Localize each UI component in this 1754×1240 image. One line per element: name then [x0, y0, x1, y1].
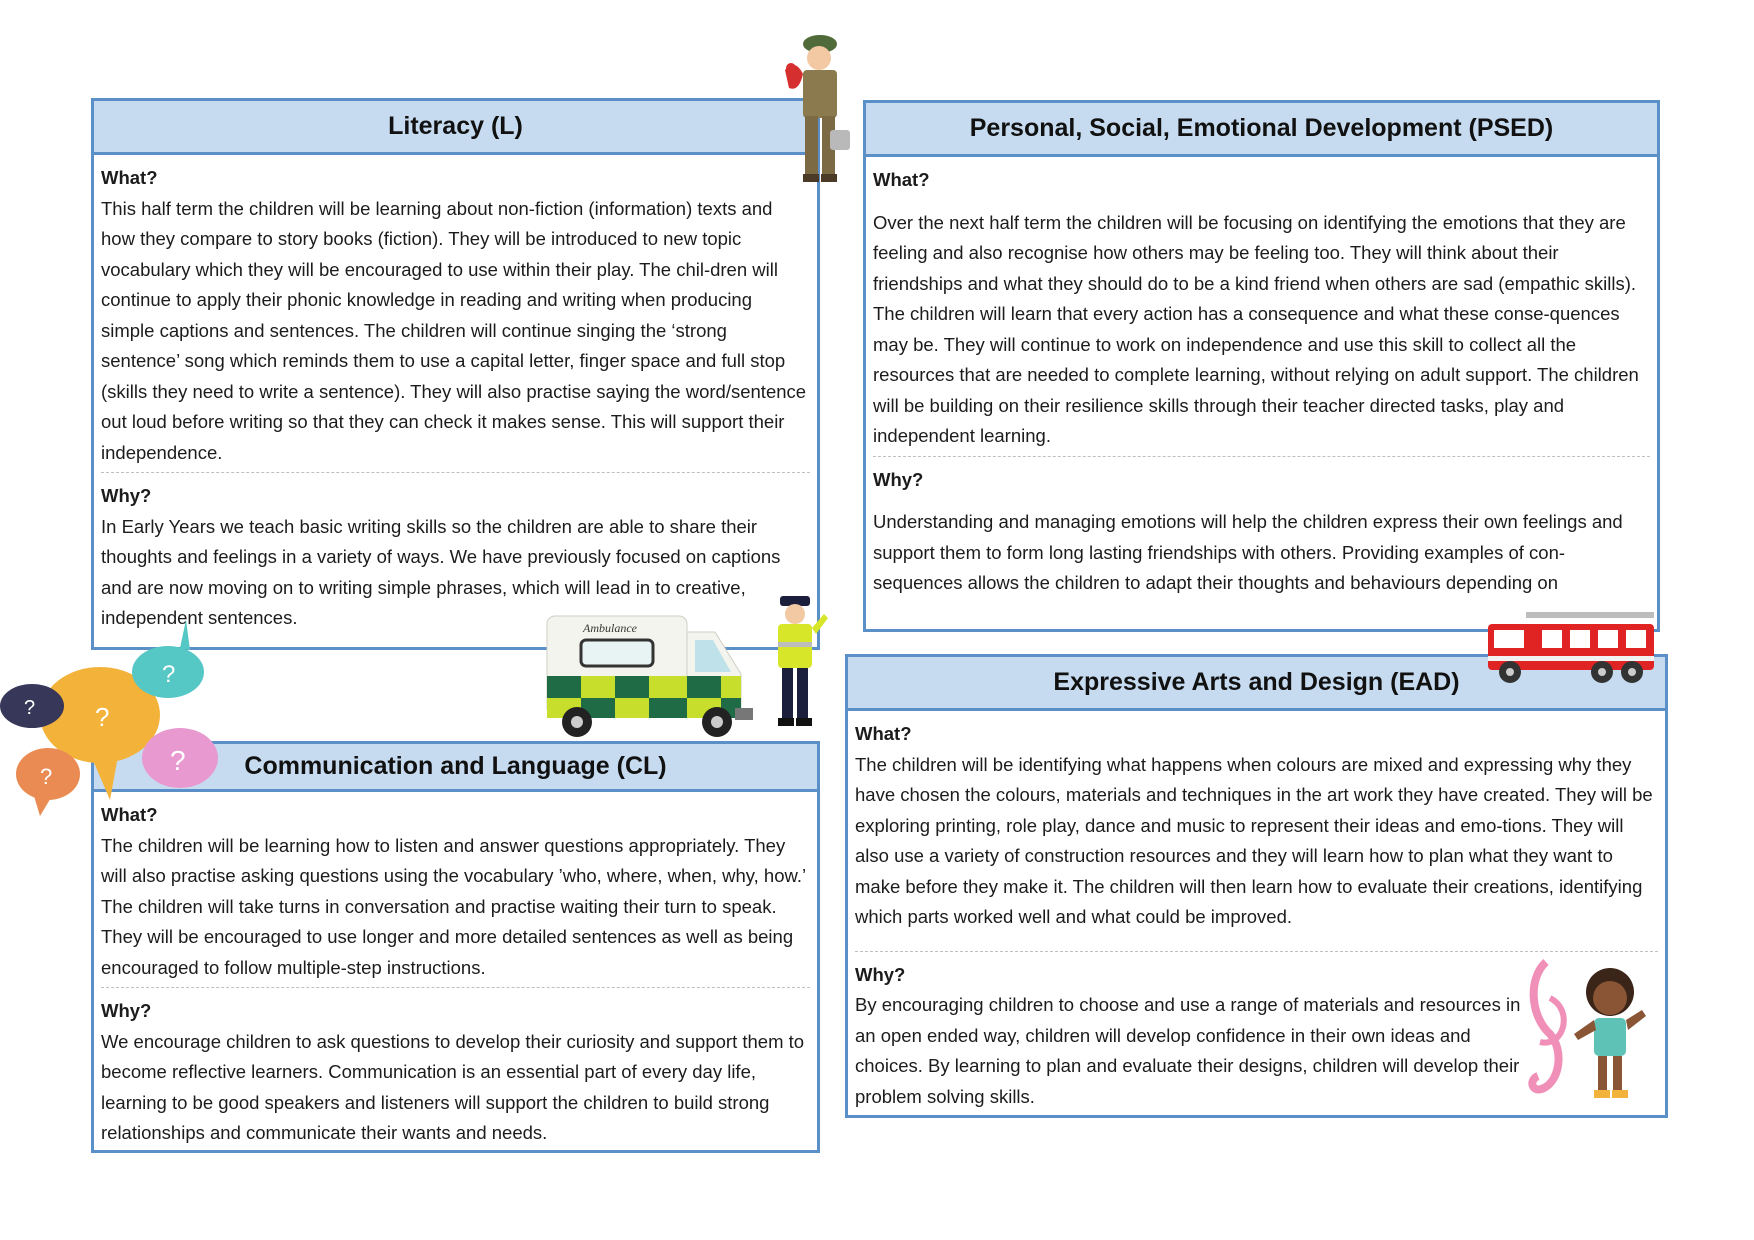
- psed-body: [866, 157, 1657, 605]
- cl-why-text: We encourage children to ask questions to develop their curiosity and support them to become reflective learners. Communication is an essential part of every day life, learning to be good speakers and listeners will support the children to build strong relationships and communicate their wants and needs.: [101, 1030, 805, 1143]
- literacy-panel: [91, 98, 820, 650]
- psed-what-text: Over the next half term the children will be focusing on identifying the emotions that they are feeling and also recognise how others may be feeling too. They will think about their friendships and what they should do to be a kind friend when others are sad (empathic skills). The children will learn that every action has a consequence and what these conse-quences may be. They will continue to work on independence and use this skill to collect all the resources that are needed to complete learning, without relying on adult support. The children will be building on their resilience skills through their teacher directed tasks, play and independent learning.: [873, 211, 1639, 446]
- bubble-mark-yellow: ?: [95, 702, 110, 732]
- ead-title: Expressive Arts and Design (EAD): [848, 657, 1665, 711]
- psed-divider: [873, 456, 1650, 457]
- police-officer-illustration: [768, 594, 828, 728]
- literacy-why-text: In Early Years we teach basic writing skills so the children are able to share their thoughts and feelings in a variety of ways. We have previously focused on captions and are now moving on to writing simple phrases, which will lead in to creative, independent sentences.: [101, 515, 781, 628]
- ead-what-text: The children will be identifying what happens when colours are mixed and expressing why they have chosen the colours, materials and techniques in the art work they have created. They will be exploring printing, role play, dance and music to represent their ideas and emo-tions. They will also use a variety of construction resources and they will learn how to plan what they want to make before they make it. The children will then learn how to evaluate their creations, identifying which parts worked well and what could be improved.: [855, 753, 1653, 927]
- ead-why-text: By encouraging children to choose and use a range of materials and resources in an open ended way, children will develop confidence in their own ideas and choices. By learning to plan and evaluate their designs, children will develop their problem solving skills.: [855, 994, 1521, 1107]
- speech-bubbles-illustration: [0, 620, 224, 816]
- psed-why-text: Understanding and managing emotions will help the children express their own feelings and support them to form long lasting friendships with others. Providing examples of con-sequences allows the children to adapt their thoughts and behaviours depending on: [873, 511, 1623, 593]
- bubble-mark-navy: ?: [24, 697, 36, 719]
- psed-panel: [863, 100, 1660, 632]
- ambulance-label: Ambulance: [583, 621, 637, 635]
- bubble-mark-orange: ?: [40, 764, 53, 789]
- literacy-what-text: This half term the children will be learning about non-fiction (information) texts and how they compare to story books (fiction). They will be introduced to new topic vocabulary which they will be encouraged to use within their play. The chil-dren will continue to apply their phonic knowledge in reading and writing when producing simple captions and sentences. The children will continue singing the ‘strong sentence’ song which reminds them to use a capital letter, finger space and full stop (skills they need to write a sentence). They will also practise saying the word/sentence out loud before writing so that they can check it makes sense. This will support their independence.: [101, 197, 807, 463]
- cl-title: Communication and Language (CL): [94, 744, 817, 792]
- cl-why-label: Why?: [101, 1000, 152, 1021]
- psed-spacer: [873, 196, 1650, 208]
- cl-what-text: The children will be learning how to listen and answer questions appropriately. They will also practise asking questions using the vocabulary ’who, where, when, why, how.’ The children will take turns in conversation and practise waiting their turn to speak. They will be encouraged to use longer and more detailed sentences as well as being encouraged to follow multiple-step instructions.: [101, 834, 806, 978]
- literacy-what-label: What?: [101, 167, 158, 188]
- psed-spacer-2: [873, 495, 1650, 507]
- bubble-mark-teal: ?: [162, 661, 176, 688]
- ead-why-label: Why?: [855, 963, 906, 985]
- bubble-mark-pink: ?: [170, 745, 186, 776]
- psed-what-label: What?: [873, 169, 930, 190]
- literacy-divider: [101, 472, 810, 473]
- ead-what-label: What?: [855, 723, 912, 744]
- ead-divider: [855, 951, 1658, 952]
- literacy-title: Literacy (L): [94, 101, 817, 155]
- cl-body: [94, 792, 817, 1155]
- cl-divider: [101, 987, 810, 988]
- music-girl-illustration: [1524, 958, 1650, 1108]
- ambulance-illustration: [545, 612, 755, 738]
- cl-what-label: What?: [101, 804, 158, 825]
- zookeeper-illustration: [775, 30, 855, 190]
- psed-title: Personal, Social, Emotional Development (PSED): [866, 103, 1657, 157]
- literacy-why-label: Why?: [101, 485, 152, 506]
- literacy-body: [94, 155, 817, 640]
- fire-engine-illustration: [1486, 610, 1656, 686]
- psed-why-label: Why?: [873, 468, 924, 490]
- ead-spacer: [855, 933, 1658, 947]
